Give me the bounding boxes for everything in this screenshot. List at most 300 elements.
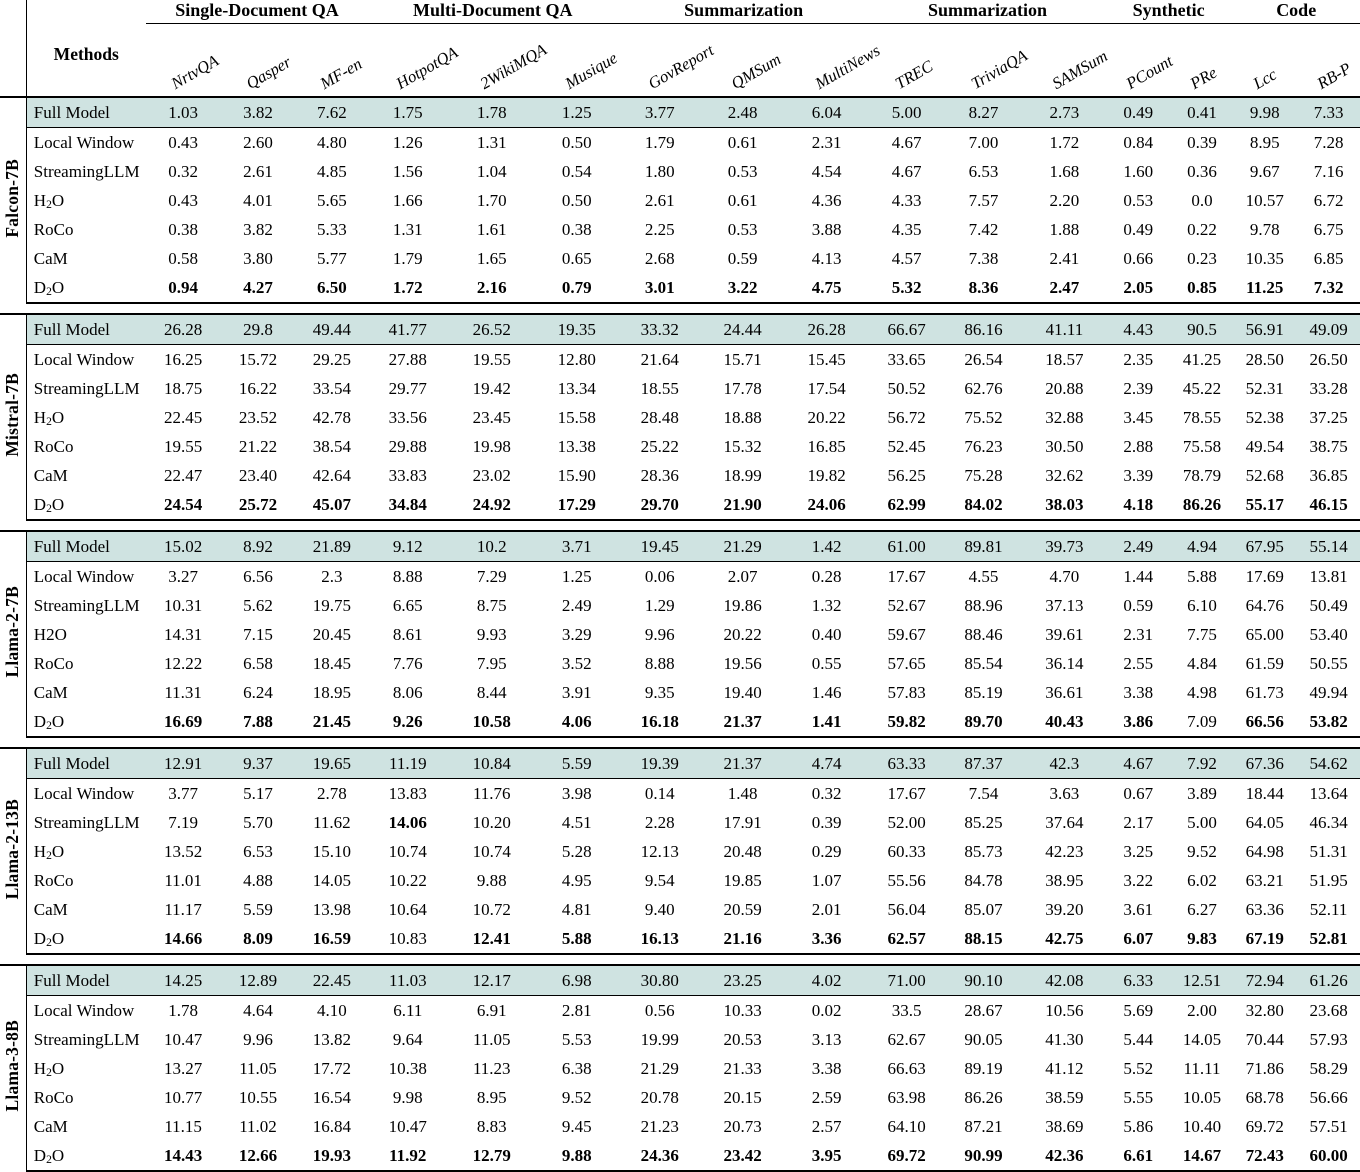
- value-cell: 2.3: [295, 562, 368, 592]
- value-cell: 45.07: [295, 490, 368, 520]
- value-cell: 8.83: [476, 1116, 507, 1136]
- value-cell: 85.73: [964, 841, 1003, 861]
- value-cell: 32.62: [1045, 465, 1084, 485]
- value-cell: 3.38: [811, 1058, 842, 1078]
- value-cell: 34.84: [368, 490, 447, 520]
- dataset-header-pcount: [1105, 26, 1177, 97]
- value-cell: 84.02: [943, 490, 1024, 520]
- value-cell: 9.35: [644, 682, 675, 702]
- value-cell: 29.25: [295, 345, 368, 375]
- value-cell: 0.40: [811, 624, 842, 644]
- value-cell: 10.56: [1024, 996, 1105, 1026]
- value-cell: 12.66: [221, 1141, 296, 1171]
- table-row: [0, 490, 1360, 520]
- value-cell: 7.19: [168, 812, 198, 832]
- value-cell: 9.40: [644, 899, 675, 919]
- value-cell: 10.74: [388, 841, 427, 861]
- value-cell: 4.88: [243, 870, 273, 890]
- value-cell: 42.08: [1024, 965, 1105, 996]
- value-cell: 9.98: [392, 1087, 423, 1107]
- value-cell: 8.88: [644, 653, 675, 673]
- value-cell: 3.36: [783, 924, 870, 954]
- value-cell: 10.83: [368, 924, 447, 954]
- value-cell: 18.99: [723, 465, 762, 485]
- value-cell: 85.07: [964, 899, 1003, 919]
- value-cell: 70.44: [1245, 1029, 1284, 1049]
- value-cell: 12.79: [447, 1141, 536, 1171]
- value-cell: 24.54: [146, 490, 221, 520]
- value-cell: 0.22: [1187, 219, 1217, 239]
- value-cell: 75.52: [964, 407, 1003, 427]
- value-cell: 24.44: [702, 314, 783, 345]
- value-cell: 84.78: [964, 870, 1003, 890]
- value-cell: 0.38: [561, 219, 592, 239]
- value-cell: 18.55: [640, 378, 679, 398]
- value-cell: 11.11: [1183, 1058, 1221, 1078]
- table-row: [0, 678, 1360, 707]
- method-name-cell: $D_2O$: [26, 273, 145, 303]
- method-name-cell: Full Model: [26, 97, 145, 128]
- value-cell: 3.82: [221, 97, 296, 128]
- value-cell: 38.03: [1024, 490, 1105, 520]
- value-cell: 1.48: [702, 779, 783, 809]
- value-cell: 67.95: [1232, 531, 1297, 562]
- value-cell: 41.77: [368, 314, 447, 345]
- value-cell: 3.22: [702, 273, 783, 303]
- value-cell: 3.45: [1123, 407, 1154, 427]
- dataset-header-2wikimqa: [447, 26, 550, 97]
- value-cell: 9.54: [644, 870, 675, 890]
- value-cell: 3.61: [1123, 899, 1154, 919]
- value-cell: 26.28: [783, 314, 870, 345]
- value-cell: 90.5: [1172, 314, 1233, 345]
- value-cell: 3.77: [617, 97, 702, 128]
- value-cell: 7.54: [943, 779, 1024, 809]
- value-cell: 4.54: [811, 161, 842, 181]
- value-cell: 15.45: [783, 345, 870, 375]
- column-group-label: Synthetic: [1105, 0, 1232, 24]
- value-cell: 26.52: [447, 314, 536, 345]
- value-cell: 5.33: [317, 219, 347, 239]
- value-cell: 23.25: [702, 965, 783, 996]
- value-cell: 16.59: [295, 924, 368, 954]
- value-cell: 15.90: [557, 465, 596, 485]
- value-cell: 16.22: [238, 378, 278, 398]
- value-cell: 13.98: [312, 899, 351, 919]
- value-cell: 4.51: [561, 812, 592, 832]
- value-cell: 5.70: [243, 812, 273, 832]
- value-cell: 3.91: [561, 682, 592, 702]
- table-row: [0, 591, 1360, 620]
- value-cell: 24.06: [783, 490, 870, 520]
- value-cell: 42.3: [1024, 748, 1105, 779]
- value-cell: 63.36: [1245, 899, 1284, 919]
- value-cell: 5.77: [317, 248, 347, 268]
- value-cell: 5.65: [317, 190, 347, 210]
- value-cell: 21.90: [702, 490, 783, 520]
- model-label-mistral-7b: [0, 314, 26, 520]
- value-cell: 0.53: [1123, 190, 1154, 210]
- value-cell: 75.58: [1182, 436, 1222, 456]
- value-cell: 11.05: [239, 1058, 277, 1078]
- value-cell: 1.26: [368, 128, 447, 158]
- value-cell: 2.17: [1123, 812, 1154, 832]
- value-cell: 86.26: [1172, 490, 1233, 520]
- value-cell: 2.25: [644, 219, 675, 239]
- method-name-cell: RoCo: [26, 1083, 145, 1112]
- table-row: [0, 273, 1360, 303]
- value-cell: 16.18: [617, 707, 702, 737]
- value-cell: 28.48: [640, 407, 679, 427]
- value-cell: 17.78: [723, 378, 762, 398]
- column-group-label: Single-Document QA: [146, 0, 369, 24]
- value-cell: 0.56: [617, 996, 702, 1026]
- value-cell: 33.32: [617, 314, 702, 345]
- table-row: [0, 97, 1360, 128]
- value-cell: 46.15: [1297, 490, 1360, 520]
- value-cell: 2.55: [1123, 653, 1154, 673]
- value-cell: 12.91: [146, 748, 221, 779]
- value-cell: 90.99: [943, 1141, 1024, 1171]
- column-group-label: Code: [1232, 0, 1360, 24]
- value-cell: 14.31: [164, 624, 203, 644]
- value-cell: 6.27: [1187, 899, 1217, 919]
- value-cell: 24.36: [617, 1141, 702, 1171]
- block-separator: [0, 520, 1360, 531]
- value-cell: 14.25: [146, 965, 221, 996]
- value-cell: 1.31: [392, 219, 423, 239]
- value-cell: 9.45: [561, 1116, 592, 1136]
- value-cell: 32.88: [1045, 407, 1084, 427]
- value-cell: 2.59: [811, 1087, 842, 1107]
- method-name-cell: RoCo: [26, 866, 145, 895]
- value-cell: 52.68: [1245, 465, 1284, 485]
- value-cell: 29.88: [388, 436, 427, 456]
- value-cell: 4.67: [870, 128, 943, 158]
- value-cell: 10.38: [388, 1058, 427, 1078]
- value-cell: 0.29: [811, 841, 842, 861]
- table-row: [0, 186, 1360, 215]
- model-label-text: Llama-2-7B: [2, 586, 23, 678]
- value-cell: 63.33: [870, 748, 943, 779]
- value-cell: 88.96: [964, 595, 1003, 615]
- value-cell: 4.43: [1105, 314, 1172, 345]
- method-name-cell: StreamingLLM: [26, 374, 145, 403]
- value-cell: 9.98: [1232, 97, 1297, 128]
- column-group-row: [0, 0, 1360, 26]
- value-cell: 5.32: [870, 273, 943, 303]
- value-cell: 22.45: [295, 965, 368, 996]
- method-name-cell: H2O: [26, 620, 145, 649]
- value-cell: 21.22: [238, 436, 278, 456]
- value-cell: 0.23: [1187, 248, 1217, 268]
- value-cell: 2.28: [644, 812, 675, 832]
- value-cell: 10.64: [388, 899, 427, 919]
- value-cell: 52.38: [1245, 407, 1284, 427]
- value-cell: 10.55: [238, 1087, 278, 1107]
- dataset-header-govreport: [617, 26, 717, 97]
- value-cell: 13.38: [557, 436, 596, 456]
- value-cell: 9.88: [476, 870, 507, 890]
- value-cell: 5.00: [870, 97, 943, 128]
- dataset-header-hotpotqa: [368, 26, 461, 97]
- value-cell: 72.43: [1232, 1141, 1297, 1171]
- dataset-header-label: 2WikiMQA: [476, 39, 550, 93]
- value-cell: 23.45: [472, 407, 511, 427]
- value-cell: 4.10: [295, 996, 368, 1026]
- value-cell: 33.65: [870, 345, 943, 375]
- dataset-header-label: QMSum: [727, 48, 784, 93]
- value-cell: 78.79: [1182, 465, 1222, 485]
- value-cell: 52.11: [1309, 899, 1348, 919]
- model-label-text: Mistral-7B: [2, 373, 23, 457]
- value-cell: 49.44: [295, 314, 368, 345]
- value-cell: 29.70: [617, 490, 702, 520]
- value-cell: 3.38: [1123, 682, 1154, 702]
- value-cell: 85.19: [964, 682, 1003, 702]
- value-cell: 23.52: [238, 407, 278, 427]
- value-cell: 6.65: [392, 595, 423, 615]
- value-cell: 19.99: [640, 1029, 679, 1049]
- value-cell: 61.59: [1245, 653, 1284, 673]
- value-cell: 0.61: [702, 128, 783, 158]
- value-cell: 5.59: [243, 899, 273, 919]
- dataset-header-label: NrtvQA: [167, 50, 222, 93]
- method-name-cell: Full Model: [26, 965, 145, 996]
- table-row: [0, 244, 1360, 273]
- value-cell: 1.42: [783, 531, 870, 562]
- value-cell: 4.55: [943, 562, 1024, 592]
- value-cell: 8.88: [368, 562, 447, 592]
- value-cell: 16.13: [617, 924, 702, 954]
- method-name-cell: Local Window: [26, 345, 145, 375]
- value-cell: 87.37: [943, 748, 1024, 779]
- value-cell: 39.61: [1045, 624, 1084, 644]
- value-cell: 2.48: [702, 97, 783, 128]
- value-cell: 7.29: [447, 562, 536, 592]
- value-cell: 42.64: [312, 465, 351, 485]
- method-name-cell: CaM: [26, 461, 145, 490]
- column-group-synthetic-4: [1105, 0, 1232, 26]
- column-group-summarization-2: [617, 0, 870, 26]
- value-cell: 4.06: [536, 707, 617, 737]
- value-cell: 54.62: [1297, 748, 1360, 779]
- value-cell: 14.06: [388, 812, 427, 832]
- value-cell: 62.76: [964, 378, 1003, 398]
- value-cell: 6.11: [368, 996, 447, 1026]
- model-label-llama-2-13b: [0, 748, 26, 954]
- value-cell: 56.91: [1232, 314, 1297, 345]
- value-cell: 10.47: [164, 1029, 203, 1049]
- dataset-header-label: Musique: [561, 47, 621, 93]
- method-name-cell: $D_2O$: [26, 924, 145, 954]
- value-cell: 0.58: [168, 248, 198, 268]
- value-cell: 19.93: [295, 1141, 368, 1171]
- dataset-header-musique: [536, 26, 621, 97]
- value-cell: 1.79: [617, 128, 702, 158]
- value-cell: 3.25: [1123, 841, 1154, 861]
- value-cell: 88.46: [964, 624, 1003, 644]
- value-cell: 10.2: [447, 531, 536, 562]
- table-row: [0, 837, 1360, 866]
- table-row: [0, 461, 1360, 490]
- value-cell: 38.95: [1045, 870, 1084, 890]
- value-cell: 30.50: [1045, 436, 1084, 456]
- value-cell: 8.95: [476, 1087, 507, 1107]
- value-cell: 5.55: [1123, 1087, 1154, 1107]
- value-cell: 0.94: [146, 273, 221, 303]
- table-row: [0, 1112, 1360, 1141]
- value-cell: 19.82: [807, 465, 846, 485]
- value-cell: 12.80: [536, 345, 617, 375]
- value-cell: 7.16: [1313, 161, 1344, 181]
- value-cell: 19.65: [295, 748, 368, 779]
- value-cell: 3.95: [783, 1141, 870, 1171]
- value-cell: 17.67: [870, 562, 943, 592]
- value-cell: 9.37: [221, 748, 296, 779]
- column-group-label: Multi-Document QA: [368, 0, 617, 24]
- method-name-cell: Full Model: [26, 531, 145, 562]
- value-cell: 39.20: [1045, 899, 1084, 919]
- method-name-cell: Local Window: [26, 128, 145, 158]
- value-cell: 1.80: [644, 161, 675, 181]
- table-row: [0, 403, 1360, 432]
- value-cell: 15.02: [146, 531, 221, 562]
- table-row: [0, 748, 1360, 779]
- method-name-cell: RoCo: [26, 215, 145, 244]
- value-cell: 36.85: [1309, 465, 1348, 485]
- value-cell: 6.75: [1313, 219, 1344, 239]
- method-name-cell: RoCo: [26, 649, 145, 678]
- value-cell: 7.76: [392, 653, 423, 673]
- value-cell: 89.81: [943, 531, 1024, 562]
- value-cell: 3.98: [536, 779, 617, 809]
- value-cell: 5.62: [243, 595, 273, 615]
- value-cell: 0.79: [536, 273, 617, 303]
- method-name-cell: $D_2O$: [26, 490, 145, 520]
- value-cell: 16.54: [312, 1087, 351, 1107]
- value-cell: 3.01: [617, 273, 702, 303]
- value-cell: 19.98: [472, 436, 511, 456]
- value-cell: 2.88: [1123, 436, 1154, 456]
- value-cell: 2.57: [811, 1116, 842, 1136]
- value-cell: 2.31: [783, 128, 870, 158]
- value-cell: 61.00: [870, 531, 943, 562]
- value-cell: 26.28: [146, 314, 221, 345]
- value-cell: 2.00: [1172, 996, 1233, 1026]
- value-cell: 15.72: [221, 345, 296, 375]
- method-name-cell: StreamingLLM: [26, 1025, 145, 1054]
- value-cell: 1.41: [783, 707, 870, 737]
- value-cell: 88.15: [943, 924, 1024, 954]
- value-cell: 55.17: [1232, 490, 1297, 520]
- method-name-cell: CaM: [26, 678, 145, 707]
- dataset-header-label: PRe: [1186, 62, 1221, 93]
- table-row: [0, 345, 1360, 375]
- value-cell: 49.94: [1309, 682, 1348, 702]
- value-cell: 36.61: [1045, 682, 1084, 702]
- value-cell: 1.44: [1105, 562, 1172, 592]
- value-cell: 15.10: [312, 841, 351, 861]
- value-cell: 56.66: [1309, 1087, 1348, 1107]
- value-cell: 2.16: [447, 273, 536, 303]
- value-cell: 2.49: [1105, 531, 1172, 562]
- value-cell: 4.85: [317, 161, 347, 181]
- table-row: [0, 215, 1360, 244]
- dataset-header-label: PCount: [1123, 50, 1177, 93]
- value-cell: 6.38: [561, 1058, 592, 1078]
- value-cell: 11.01: [164, 870, 202, 890]
- value-cell: 3.13: [811, 1029, 842, 1049]
- value-cell: 40.43: [1024, 707, 1105, 737]
- value-cell: 0.85: [1172, 273, 1233, 303]
- value-cell: 19.75: [312, 595, 351, 615]
- value-cell: 42.75: [1024, 924, 1105, 954]
- value-cell: 19.85: [723, 870, 762, 890]
- value-cell: 5.17: [221, 779, 296, 809]
- methods-header-label: Methods: [53, 44, 119, 64]
- method-name-cell: Local Window: [26, 996, 145, 1026]
- table-row: [0, 924, 1360, 954]
- method-name-cell: $H_2O$: [26, 186, 145, 215]
- value-cell: 38.54: [312, 436, 351, 456]
- value-cell: 42.36: [1024, 1141, 1105, 1171]
- value-cell: 8.36: [943, 273, 1024, 303]
- value-cell: 12.17: [447, 965, 536, 996]
- value-cell: 1.88: [1049, 219, 1080, 239]
- value-cell: 6.04: [783, 97, 870, 128]
- value-cell: 33.28: [1309, 378, 1348, 398]
- value-cell: 57.93: [1309, 1029, 1348, 1049]
- value-cell: 0.32: [168, 161, 198, 181]
- value-cell: 13.52: [164, 841, 203, 861]
- method-name-cell: $H_2O$: [26, 1054, 145, 1083]
- value-cell: 10.31: [164, 595, 203, 615]
- value-cell: 3.39: [1123, 465, 1154, 485]
- value-cell: 10.72: [472, 899, 511, 919]
- value-cell: 23.42: [702, 1141, 783, 1171]
- value-cell: 18.75: [164, 378, 203, 398]
- value-cell: 20.22: [807, 407, 846, 427]
- value-cell: 9.26: [368, 707, 447, 737]
- value-cell: 9.83: [1172, 924, 1233, 954]
- value-cell: 2.20: [1049, 190, 1080, 210]
- model-label-llama-3-8b: [0, 965, 26, 1171]
- value-cell: 4.95: [561, 870, 592, 890]
- value-cell: 65.00: [1245, 624, 1284, 644]
- value-cell: 1.78: [447, 97, 536, 128]
- method-name-cell: RoCo: [26, 432, 145, 461]
- value-cell: 69.72: [870, 1141, 943, 1171]
- value-cell: 24.92: [447, 490, 536, 520]
- value-cell: 16.85: [807, 436, 846, 456]
- block-separator-cell: [0, 737, 1360, 748]
- value-cell: 10.22: [388, 870, 427, 890]
- value-cell: 1.29: [644, 595, 675, 615]
- column-group-multi-document-qa-1: [368, 0, 617, 26]
- value-cell: 10.57: [1245, 190, 1284, 210]
- value-cell: 1.65: [476, 248, 507, 268]
- value-cell: 19.39: [617, 748, 702, 779]
- value-cell: 37.25: [1309, 407, 1348, 427]
- value-cell: 15.58: [557, 407, 596, 427]
- value-cell: 9.93: [476, 624, 507, 644]
- value-cell: 2.35: [1105, 345, 1172, 375]
- dataset-header-label: Lcc: [1249, 64, 1280, 93]
- value-cell: 62.67: [887, 1029, 926, 1049]
- value-cell: 21.33: [723, 1058, 762, 1078]
- value-cell: 4.80: [295, 128, 368, 158]
